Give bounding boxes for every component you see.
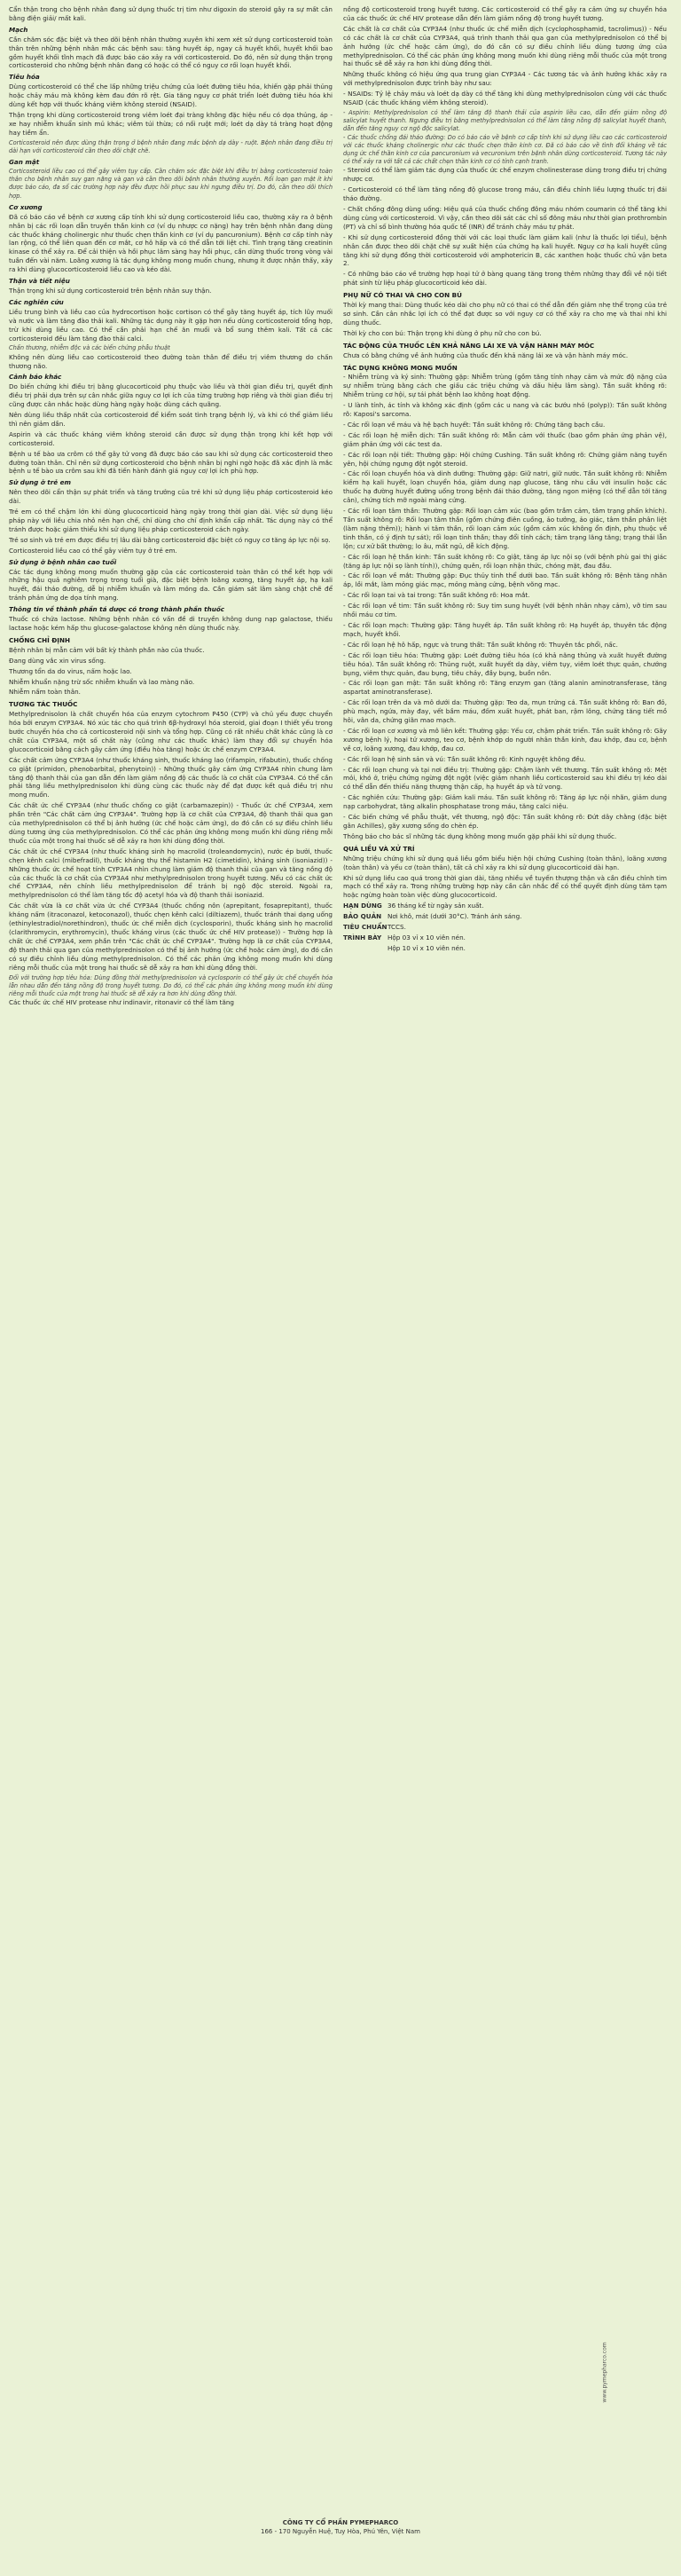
section-heading: CHỐNG CHỈ ĐỊNH <box>9 635 71 644</box>
paragraph: - Các biến chứng về phẫu thuật, vết thương, ngộ độc: Tần suất không rõ: Đứt dây chằng (đặc biệt gân Achilles), gãy xương sống do chèn ép. <box>343 813 667 831</box>
section-heading: Mạch <box>9 25 28 34</box>
paragraph: - Các rối loạn nội tiết: Thường gặp: Hội chứng Cushing. Tần suất không rõ: Chứng giảm năng tuyến yên, hội chứng ngưng đột ngột steroid. <box>343 450 667 468</box>
paragraph: Thương tổn da do virus, nấm hoặc lao. <box>9 666 132 675</box>
company-footer <box>0 2518 681 2536</box>
package-key: HẠN DÙNG <box>343 902 382 910</box>
paragraph: Không nên dùng liều cao corticosteroid theo đường toàn thân để điều trị viêm thương do chấn thương não. <box>9 352 333 370</box>
package-row <box>343 934 667 942</box>
paragraph: Khi sử dụng liều cao quá trong thời gian dài, tăng nhiều về tuyến thượng thận và cần điều chỉnh tim mạch có thể xảy ra. Trong những trường hợp này cần cân nhắc để có thể quyết định dùng tăm tạm hoặc ngừng hoàn toàn việc dùng glucocorticoid. <box>343 873 667 900</box>
package-value: Hộp 10 vỉ x 10 viên nén. <box>387 943 466 952</box>
paragraph: Thận trọng khi sử dụng corticosteroid trên bệnh nhân suy thận. <box>9 286 212 295</box>
section-heading: QUÁ LIỀU VÀ XỬ TRÍ <box>343 844 415 853</box>
paragraph: - Có những báo cáo về trường hợp hoại tử ở bàng quang tăng trong thêm những thay đổi về nội tiết phát sinh từ liệu pháp glucocorticoid kéo dài. <box>343 270 667 288</box>
side-website <box>601 2272 679 2476</box>
paragraph: - Các rối loạn về máu và hệ bạch huyết: Tần suất không rõ: Chứng tăng bạch cầu. <box>343 420 606 429</box>
left-column <box>9 5 333 2509</box>
paragraph: Các chất cảm ứng CYP3A4 (như thuốc kháng sinh, thuốc kháng lao (rifampin, rifabutin), thuốc chống co giật (primidon, phenobarbital, phenytoin)) - Những thuốc gây cảm ứng CYP3A4 nhìn chung làm tăng độ thanh thải của gan dẫn đến làm giảm nồng độ các thuốc là cơ chất của CYP3A4. Có thể cần phải tăng liều methylprednisolon khi dùng cùng các thuốc này để đạt được kết quả điều trị như mong muốn. <box>9 755 333 800</box>
paragraph: Thời kỳ cho con bú: Thận trọng khi dùng ở phụ nữ cho con bú. <box>343 328 542 337</box>
paragraph: Chấn thương, nhiễm độc và các biến chứng phẫu thuật <box>9 344 170 352</box>
package-key: TIÊU CHUẨN <box>343 923 387 932</box>
package-key: BẢO QUẢN <box>343 912 382 921</box>
paragraph: Các tác dụng không mong muốn thường gặp của các corticosteroid toàn thân có thể kết hợp với những hậu quả nghiêm trọng trong tuổi già, đặc biệt bệnh loãng xương, tăng huyết áp, hạ kali huyết, đái tháo đường, dễ bị nhiễm khuẩn và làm mỏng da. Cần giám sát lâm sàng chặt chẽ để tránh phản ứng de dọa tính mạng. <box>9 567 333 603</box>
paragraph: - Các nghiên cứu: Thường gặp: Giảm kali máu. Tần suất không rõ: Tăng áp lực nội nhãn, giảm dung nạp carbohydrat, tăng alkalin phosphatase trong máu, tăng calci niệu. <box>343 793 667 811</box>
section-heading: PHỤ NỮ CÓ THAI VÀ CHO CON BÚ <box>343 291 462 300</box>
website-text: www.pymepharco.com <box>601 2342 608 2403</box>
paragraph: Nên theo dõi cẩn thận sự phát triển và tăng trưởng của trẻ khi sử dụng liệu pháp corticosteroid kéo dài. <box>9 488 333 506</box>
package-value: Hộp 03 vỉ x 10 viên nén. <box>387 933 466 941</box>
section-heading: Các nghiên cứu <box>9 297 64 306</box>
paragraph: Methylprednisolon là chất chuyển hóa của enzym cytochrom P450 (CYP) và chủ yếu được chuyển hóa bởi enzym CYP3A4. Nó xúc tác cho quá trình 6β-hydroxyl hóa steroid, giai đoạn I thiết yếu trong bước chuyển hóa cho cả corticosteroid nội sinh và tổng hợp. Cũng có rất nhiều chất khác cũng là cơ chất của CYP3A4, một số chất này (cũng như các thuốc khác) làm thay đổi sự chuyển hóa glucocorticoid bằng cách gây cảm ứng (điều hòa tăng) hoặc ức chế enzym CYP3A4. <box>9 710 333 753</box>
paragraph: - Chất chống đông dùng uống: Hiệu quả của thuốc chống đông máu nhóm coumarin có thể tăng khi dùng cùng với corticosteroid. Vì vậy, cần theo dõi sát các chỉ số đông máu như thời gian prothrombin (PT) và chỉ số bình thường hóa quốc tế (INR) để tránh chảy máu tự phát. <box>343 205 667 231</box>
paragraph: - U lành tính, ác tính và không xác định (gồm các u nang và các bướu nhỏ (polyp)): Tần suất không rõ: Kaposi's sarcoma. <box>343 401 667 419</box>
paragraph: Đang dùng vắc xin virus sống. <box>9 656 106 665</box>
paragraph: - Các rối loạn tai và tai trong: Tần suất không rõ: Hoa mắt. <box>343 591 530 600</box>
paragraph: Bệnh u tế bào ưa crôm có thể gây tử vong đã được báo cáo sau khi sử dụng các corticosteroid theo đường toàn thân. Chỉ nên sử dụng corticosteroid cho bệnh nhân bị nghi ngờ hoặc đã xác định là mắc bệnh u tế bào ưa crôm sau khi đã tiến hành đánh giá nguy cơ/ lợi ích phù hợp. <box>9 449 333 476</box>
section-heading: Sử dụng ở bệnh nhân cao tuổi <box>9 557 117 566</box>
section-heading: Thận và tiết niệu <box>9 277 70 286</box>
paragraph: Cần chăm sóc đặc biệt và theo dõi bệnh nhân thường xuyên khi xem xét sử dụng corticosteroid toàn thân trên những bệnh nhân mắc các bệnh sau: tăng huyết áp, ngay cả huyết khối, huyết khối bao gồm huyết khối tĩnh mạch đã được báo cáo xảy ra với corticosteroid. Do đó, nên sử dụng thận trọng corticosteroid cho những bệnh nhân đang có hoặc có thể có nguy cơ rối loạn huyết khối. <box>9 35 333 70</box>
paragraph: Do biến chứng khi điều trị bằng glucocorticoid phụ thuộc vào liều và thời gian điều trị, quyết định điều trị phải dựa trên sự cân nhắc giữa nguy cơ lợi ích của từng trường hợp riêng và thời gian điều trị cũng được cân nhắc hoặc dùng hàng ngày hoặc dùng cách quãng. <box>9 382 333 409</box>
right-column-body <box>343 5 667 900</box>
section-heading: TÁC DỤNG KHÔNG MONG MUỐN <box>343 363 458 372</box>
paragraph: Thời kỳ mang thai: Dùng thuốc kéo dài cho phụ nữ có thai có thể dẫn đến giảm nhẹ thể trọng của trẻ sơ sinh. Cần cân nhắc lợi ích có thể đạt được so với nguy cơ có thể xảy ra cho mẹ và thai nhi khi dùng thuốc. <box>343 301 667 327</box>
package-info <box>343 902 667 953</box>
paragraph: Liều trung bình và liều cao của hydrocortison hoặc cortison có thể gây tăng huyết áp, tích lũy muối và nước và làm tăng đào thải kali. Những tác dụng này ít gặp hơn nếu dùng corticosteroid tổng hợp, trừ khi dùng liều cao. Có thể cần phải hạn chế ăn muối và bổ sung thêm kali. Tất cả các corticosteroid đều làm tăng đào thải calci. <box>9 307 333 343</box>
right-column <box>343 5 667 2509</box>
package-value: 36 tháng kể từ ngày sản xuất. <box>387 902 484 910</box>
paragraph: - Các thuốc chống đái tháo đường: Do có báo cáo về bệnh cơ cấp tính khi sử dụng liều cao các corticosteroid với các thuốc kháng cholinergic như các thuốc chẹn thần kinh cơ. Đã có báo cáo về tình đối kháng về tác dụng ức chế thần kinh cơ của pancuronium và vecuronium trên bệnh nhân dùng corticosteroid. Tương tác này có thể xảy ra với tất cả các chất chẹn thần kinh cơ có tính cạnh tranh. <box>343 133 667 166</box>
paragraph: Các chất là cơ chất của CYP3A4 (như thuốc ức chế miễn dịch (cyclophosphamid, tacrolimus)) - Nếu có các chất là cơ chất của CYP3A4, quá trình thanh thải qua gan của methylprednisolon có thể bị ảnh hưởng (ức chế hoặc cảm ứng), do đó cần có sự điều chỉnh liều dùng tương ứng của methylprednisolon. Có thể các phản ứng không mong muốn khi dùng riêng mỗi thuốc của một trong hai thuốc sẽ dễ xảy ra hơn khi dùng đồng thời. <box>343 24 667 68</box>
paragraph: Các chất ức chế CYP3A4 (như thuốc chống co giật (carbamazepin)) - Thuốc ức chế CYP3A4, xem phần trên "Các chất cảm ứng CYP3A4". Trường hợp là cơ chất của CYP3A4, độ thanh thải qua gan của methylprednisolon có thể bị ảnh hưởng (ức chế hoặc cảm ứng), do đó cần có sự điều chỉnh liều dùng tương ứng của methylprednisolon. Có thể các phản ứng không mong muốn khi dùng riêng mỗi thuốc của một trong hai thuốc sẽ dễ xảy ra hơn khi dùng đồng thời. <box>9 801 333 845</box>
paragraph: - Các rối loạn về tim: Tần suất không rõ: Suy tim sung huyết (với bệnh nhân nhạy cảm), vỡ tim sau nhồi máu cơ tim. <box>343 602 667 619</box>
section-heading: TÁC ĐỘNG CỦA THUỐC LÊN KHẢ NĂNG LÁI XE VÀ VẬN HÀNH MÁY MÓC <box>343 341 595 350</box>
paragraph: Trẻ em có thể chậm lớn khi dùng glucocorticoid hàng ngày trong thời gian dài. Việc sử dụng liệu pháp này với liều chia nhỏ nên hạn chế, chỉ dùng cho chỉ định khẩn cấp nhất. Tác dụng này có thể tránh được hoặc giảm thiểu khi sử dụng liệu pháp corticosteroid cách ngày. <box>9 508 333 533</box>
paragraph: - Các rối loạn gan mật: Tần suất không rõ: Tăng enzym gan (tăng alanin aminotransferase, tăng aspartat aminotransferase). <box>343 679 667 697</box>
paragraph: Aspirin và các thuốc kháng viêm không steroid cần được sử dụng thận trọng khi kết hợp với corticosteroid. <box>9 429 333 447</box>
paragraph: - Các rối loạn hệ thần kinh: Tần suất không rõ: Co giật, tăng áp lực nội sọ (với bệnh phù gai thị giác (tăng áp lực nội sọ lành tính)), chứng quên, rối loạn nhận thức, chóng mặt, đau đầu. <box>343 552 667 570</box>
paragraph: Corticosteroid nên được dùng thận trọng ở bệnh nhân đang mắc bệnh dạ dày - ruột. Bệnh nhân đang điều trị dài hạn với corticosteroid cần theo dõi chặt chẽ. <box>9 138 333 154</box>
package-key: TRÌNH BÀY <box>343 933 382 941</box>
package-row <box>343 944 667 953</box>
paragraph: - Các rối loạn trên da và mô dưới da: Thường gặp: Teo da, mụn trứng cá. Tần suất không rõ: Ban đỏ, phù mạch, ngứa, mày đay, vết bầm máu, đốm xuất huyết, phát ban, rậm lông, chứng tăng tiết mồ hôi, vân da, chứng giãn mao mạch. <box>343 698 667 725</box>
section-heading: Sử dụng ở trẻ em <box>9 478 71 487</box>
company-address: 166 - 170 Nguyễn Huệ, Tuy Hòa, Phú Yên, Việt Nam <box>261 2528 420 2535</box>
paragraph: Nhiễm nấm toàn thân. <box>9 688 81 697</box>
package-row <box>343 902 667 910</box>
paragraph: nồng độ corticosteroid trong huyết tương. Các corticosteroid có thể gây ra cảm ứng sự chuyển hóa của các thuốc ức chế HIV protease dẫn đến làm giảm nồng độ trong huyết tương. <box>343 5 667 22</box>
paragraph: - Aspirin: Methylprednisolon có thể làm tăng độ thanh thải của aspirin liều cao, dẫn đến giảm nồng độ salicylat huyết thanh. Ngưng điều trị bằng methylprednisolon có thể làm tăng nồng độ salicylat huyết thanh, dẫn đến tăng nguy cơ ngộ độc salicylat. <box>343 108 667 133</box>
paragraph: - Steroid có thể làm giảm tác dụng của thuốc ức chế enzym cholinesterase dùng trong điều trị chứng nhược cơ. <box>343 166 667 184</box>
paragraph: Trẻ sơ sinh và trẻ em được điều trị lâu dài bằng corticosteroid đặc biệt có nguy cơ tăng áp lực nội sọ. <box>9 535 331 544</box>
paragraph: - Các rối loạn cơ xương và mô liên kết: Thường gặp: Yếu cơ, chậm phát triển. Tần suất không rõ: Gãy xương bệnh lý, hoại tử xương, teo cơ, bệnh khớp do người nhân thần kinh, đau khớp, đau cơ, bệnh về cơ, loãng xương, đau khớp, đau cơ. <box>343 726 667 752</box>
company-name: CÔNG TY CỔ PHẦN PYMEPHARCO <box>282 2519 399 2526</box>
paragraph: Thận trọng khi dùng corticosteroid trong viêm loét đại tràng không đặc hiệu nếu có dọa thủng, áp - xe hay nhiễm khuẩn sinh mủ khác; viêm túi thừa; có nối ruột mới; loét dạ dày tá tràng hoạt động hay tiềm ẩn. <box>9 110 333 137</box>
section-heading: Thông tin về thành phần tá dược có trong thành phần thuốc <box>9 605 225 614</box>
package-row <box>343 923 667 932</box>
paragraph: Corticosteroid liều cao có thể gây viêm tụy ở trẻ em. <box>9 546 177 555</box>
paragraph: - Khi sử dụng corticosteroid đồng thời với các loại thuốc làm giảm kali (như là thuốc lợi tiểu), bệnh nhân cần được theo dõi chặt chẽ sự xuất hiện của chứng hạ kali huyết. Nguy cơ hạ kali huyết cũng tăng khi sử dụng đồng thời corticosteroid với amphotericin B, các xanthen hoặc thuốc chủ vận beta 2. <box>343 232 667 268</box>
paragraph: - Các rối loạn hệ sinh sản và vú: Tần suất không rõ: Kinh nguyệt không đều. <box>343 754 586 763</box>
paragraph: Chưa có bằng chứng về ảnh hưởng của thuốc đến khả năng lái xe và vận hành máy móc. <box>343 351 629 359</box>
paragraph: Những thuốc không có hiệu ứng qua trung gian CYP3A4 - Các tương tác và ảnh hưởng khác xảy ra với methylprednisolon được trình bày như sau: <box>343 70 667 88</box>
paragraph: - Các rối loạn chung và tại nơi điều trị: Thường gặp: Chậm lành vết thương. Tần suất không rõ: Mệt mỏi, khó ở, triệu chứng ngừng đột ngột (việc giảm nhanh liều corticosteroid sau khi điều trị kéo dài có thể dẫn đến thiếu năng thượng thận cấp, hạ huyết áp và tử vong. <box>343 765 667 792</box>
paragraph: - NSAIDs: Tỷ lệ chảy máu và loét dạ dày có thể tăng khi dùng methylprednisolon cùng với các thuốc NSAID (các thuốc kháng viêm không steroid). <box>343 90 667 107</box>
paragraph: Các thuốc ức chế HIV protease như indinavir, ritonavir có thể làm tăng <box>9 998 234 1007</box>
paragraph: Thuốc có chứa lactose. Những bệnh nhân có vấn đề di truyền không dung nạp galactose, thiếu lactase hoặc kém hấp thu glucose-galactose không nên dùng thuốc này. <box>9 615 333 632</box>
paragraph: Nên dùng liều thấp nhất của corticosteroid để kiểm soát tình trạng bệnh lý, và khi có thể giảm liều thì nên giảm dần. <box>9 411 333 428</box>
paragraph: - Corticosteroid có thể làm tăng nồng độ glucose trong máu, cần điều chỉnh liều lượng thuốc trị đái tháo đường. <box>343 185 667 203</box>
paragraph: Các chất vừa là cơ chất vừa ức chế CYP3A4 (thuốc chống nôn (aprepitant, fosaprepitant), thuốc kháng nấm (itraconazol, ketoconazol), thuốc chẹn kênh calci (diltiazem), thuốc tránh thai dạng uống (ethinylestradiol/norethindron), thuốc ức chế miễn dịch (cyclosporin), thuốc kháng sinh họ macrolid (clarithromycin, erythromycin), thuốc kháng virus (các thuốc ức chế HIV protease)) - Trường hợp là chất ức chế CYP3A4, xem phần trên "Các chất ức chế CYP3A4". Trường hợp là cơ chất của CYP3A4, độ thanh thải qua gan của methylprednisolon có thể bị ảnh hưởng (ức chế hoặc cảm ứng), do đó cần có sự điều chỉnh liều dùng methylprednisolon. Có thể các phản ứng không mong muốn khi dùng riêng mỗi thuốc của một trong hai thuốc sẽ dễ xảy ra hơn khi dùng đồng thời. <box>9 902 333 972</box>
paragraph: Những triệu chứng khi sử dụng quá liều gồm biểu hiện hội chứng Cushing (toàn thân), loãng xương (toàn thân) và yếu cơ (toàn thân), tất cả chỉ xảy ra khi sử dụng glucocorticoid dài hạn. <box>343 854 667 871</box>
section-heading: TƯƠNG TÁC THUỐC <box>9 700 78 709</box>
paragraph: Bệnh nhân bị mẫn cảm với bất kỳ thành phần nào của thuốc. <box>9 645 205 654</box>
section-heading: Gan mật <box>9 158 40 167</box>
paragraph: Nhiễm khuẩn nặng trừ sốc nhiễm khuẩn và lao màng não. <box>9 677 195 686</box>
paragraph: Đã có báo cáo về bệnh cơ xương cấp tính khi sử dụng corticosteroid liều cao, thường xảy ra ở bệnh nhân bị các rối loạn dẫn truyền thần kinh cơ (ví dụ nhược cơ nặng) hay trên bệnh nhân đang dùng các thuốc kháng cholinergic như thuốc chẹn thần kinh cơ (ví dụ pancuronium). Bệnh cơ cấp tính này lan rộng, có thể liên quan đến cơ mắt, cơ hô hấp và có thể dẫn tới liệt chi. Tình trạng tăng creatinin kinase có thể xảy ra. Để cải thiện và hồi phục lâm sàng hay hồi phục, cần dừng thuốc trong vòng vài tuần đến vài năm. Loãng xương là tác dụng không mong muốn chung, nhưng ít được nhận thấy, xảy ra khi dùng glucocorticosteroid liều cao và kéo dài. <box>9 212 333 274</box>
paragraph: - Các rối loạn tiêu hóa: Thường gặp: Loét đường tiêu hóa (có khả năng thủng và xuất huyết đường tiêu hóa). Tần suất không rõ: Thủng ruột, xuất huyết dạ dày, viêm tụy, viêm loét thực quản, chướng bụng, viêm thực quản, đau bụng, tiêu chảy, đầy bụng, buồn nôn. <box>343 650 667 677</box>
paragraph: Cẩn thận trong cho bệnh nhân đang sử dụng thuốc trị tim như digoxin do steroid gây ra sự mất cân bằng điện giải/ mất kali. <box>9 5 333 22</box>
section-heading: Tiêu hóa <box>9 73 40 82</box>
paragraph: - Nhiễm trùng và ký sinh: Thường gặp: Nhiễm trùng (gồm tăng tính nhạy cảm và mức độ nặng của sự nhiễm trùng bằng cách che giấu các triệu chứng và dấu hiệu lâm sàng). Tần suất không rõ: Nhiễm trùng cơ hội, sự tái phát bệnh lao không hoạt động. <box>343 373 667 399</box>
section-heading: Cảnh báo khác <box>9 373 62 382</box>
paragraph: - Các rối loạn hệ hô hấp, ngực và trung thất: Tần suất không rõ: Thuyên tắc phổi, nấc. <box>343 640 618 649</box>
package-key <box>343 944 387 953</box>
paragraph: Corticosteroid liều cao có thể gây viêm tụy cấp. Cần chăm sóc đặc biệt khi điều trị bằng corticosteroid toàn thân cho bệnh nhân suy gan nặng và gan và cần theo dõi bệnh nhân thường xuyên. Rối loạn gan mật ít khi được báo cáo, đa số các trường hợp này đều được hồi phục sau khi ngưng điều trị. Do đó, cần theo dõi thích hợp. <box>9 168 333 200</box>
paragraph: Thông báo cho bác sĩ những tác dụng không mong muốn gặp phải khi sử dụng thuốc. <box>343 831 617 840</box>
section-heading: Cơ xương <box>9 202 43 211</box>
package-row <box>343 912 667 921</box>
paragraph: - Các rối loạn hệ miễn dịch: Tần suất không rõ: Mẫn cảm với thuốc (bao gồm phản ứng phản vệ), giảm phản ứng với các test da. <box>343 430 667 448</box>
text-columns <box>9 5 669 2509</box>
paragraph: - Các rối loạn tâm thần: Thường gặp: Rối loạn cảm xúc (bao gồm trầm cảm, tâm trạng phấn khích). Tần suất không rõ: Rối loạn tâm thần (gồm chứng điên cuồng, ảo tưởng, ảo giác, tâm thần phân liệt (làm nặng thêm)); hành vi tâm thần, rối loạn cảm xúc (gồm cảm xúc không ổn định, phụ thuộc về tinh thần, có ý định tự sát); rối loạn tinh thần; thay đổi tính cách; tâm trạng lăng tăng; trạng thái lẫn lộn; cư xử bất thường; lo âu, mất ngủ, dễ kích động. <box>343 507 667 550</box>
paragraph: - Các rối loạn mạch: Thường gặp: Tăng huyết áp. Tần suất không rõ: Hạ huyết áp, thuyên tắc động mạch, huyết khối. <box>343 620 667 638</box>
paragraph: - Các rối loạn chuyển hóa và dinh dưỡng: Thường gặp: Giữ natri, giữ nước. Tần suất không rõ: Nhiễm kiềm hạ kali huyết, loạn chuyển hóa, giảm dung nạp glucose, tăng nhu cầu với insulin hoặc các thuốc hạ đường huyết đường uống trong bệnh đái tháo đường, tăng ngon miệng (có thể dẫn tới tăng cân), chứng tích mỡ ngoài màng cứng. <box>343 469 667 505</box>
paragraph: - Các rối loạn về mắt: Thường gặp: Đục thủy tinh thể dưới bao. Tần suất không rõ: Bệnh tăng nhãn áp, lồi mắt, làm mỏng giác mạc, mỏng màng cứng, bệnh võng mạc. <box>343 571 667 589</box>
paragraph: Đối với trường hợp tiêu hóa: Dùng đồng thời methylprednisolon và cyclosporin có thể gây ức chế chuyển hóa lẫn nhau dẫn đến tăng nồng độ trong huyết tương. Do đó, có thể các phản ứng không mong muốn khi dùng riêng mỗi thuốc của một trong hai thuốc sẽ dễ xảy ra hơn khi dùng đồng thời. <box>9 973 333 997</box>
package-value: Nơi khô, mát (dưới 30°C). Tránh ánh sáng. <box>387 912 522 921</box>
package-value: TCCS. <box>387 923 406 932</box>
paragraph: Các chất ức chế CYP3A4 (như thuốc kháng sinh họ macrolid (troleandomycin), nước ép bưởi, thuốc chẹn kênh calci (mibefradil), thuốc kháng thụ thể histamin H2 (cimetidin), kháng sinh (isoniazid)) - Những thuốc ức chế hoạt tính CYP3A4 nhìn chung làm giảm độ thanh thải của gan và tăng nồng độ của các thuốc là cơ chất của CYP3A4 như methylprednisolon trong huyết tương. Nếu có các chất ức chế CYP3A4, nên chỉnh liều methylprednisolon để tránh bị ngộ độc steroid. Ngoài ra, methylprednisolon có thể làm tăng tốc độ acetyl hóa và độ thanh thải isoniazid. <box>9 847 333 900</box>
paragraph: Dùng corticosteroid có thể che lấp những triệu chứng của loét đường tiêu hóa, khiến gặp phải thủng hoặc chảy máu mà không kèm đau đớn rõ rệt. Gia tăng nguy cơ phát triển loét đường tiêu hóa khi dùng kết hợp với thuốc kháng viêm không steroid (NSAID). <box>9 83 333 109</box>
